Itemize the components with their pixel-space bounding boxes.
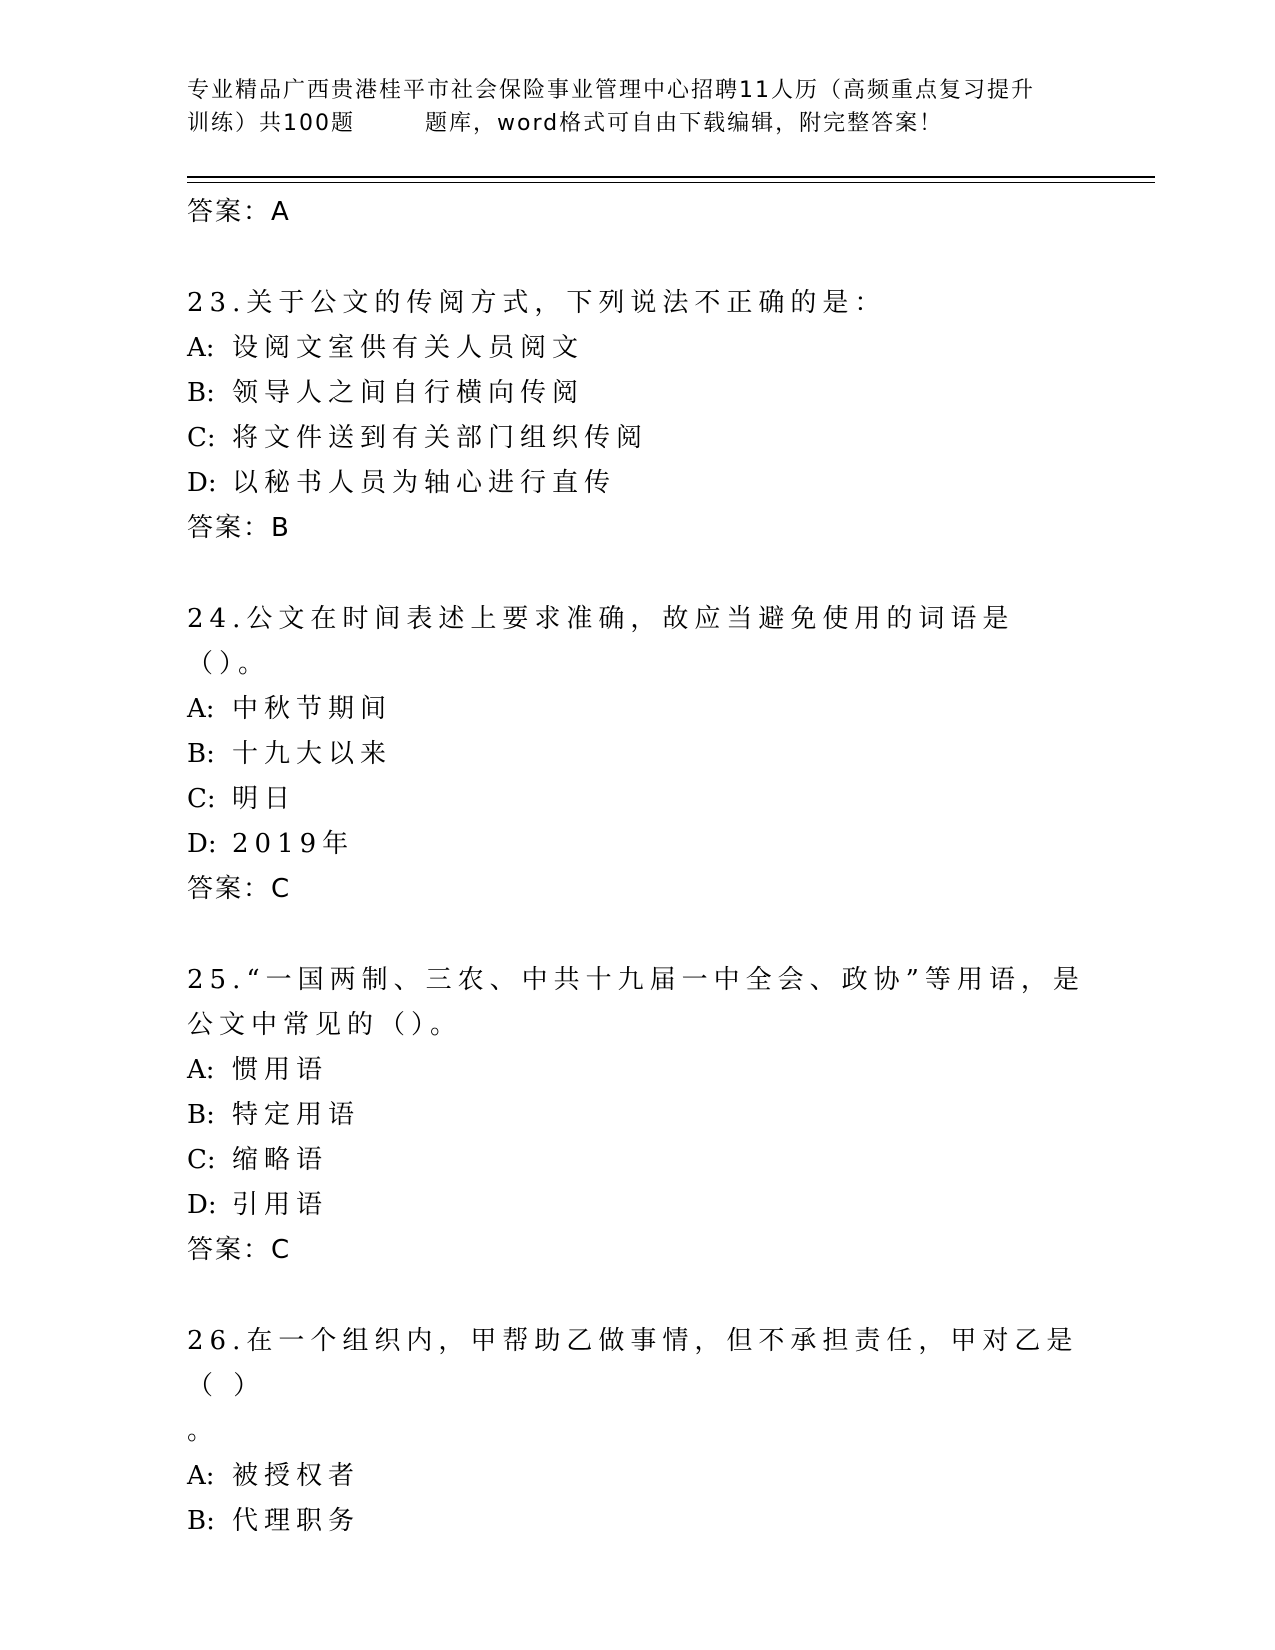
option-text: 领导人之间自行横向传阅 [232, 378, 585, 408]
option-text: 以秘书人员为轴心进行直传 [232, 468, 617, 498]
option-letter: B: [187, 1506, 215, 1536]
option-letter: A: [187, 333, 215, 363]
option-text: 引用语 [232, 1190, 329, 1220]
option-c [187, 1138, 1087, 1183]
question-25 [187, 958, 1087, 1273]
option-a [187, 326, 1087, 371]
option-b [187, 732, 1087, 777]
header-divider-thin [187, 182, 1155, 183]
option-text: 代理职务 [232, 1506, 361, 1536]
option-letter: B: [187, 1100, 215, 1130]
question-text: 25.“一国两制、三农、中共十九届一中全会、政协”等用语，是公文中常见的（）。 [187, 965, 1085, 1040]
option-letter: D: [187, 468, 217, 498]
question-24 [187, 597, 1087, 912]
option-b [187, 1093, 1087, 1138]
option-c [187, 416, 1087, 461]
option-text: 惯用语 [232, 1055, 329, 1085]
option-text: 特定用语 [232, 1100, 361, 1130]
option-c [187, 777, 1087, 822]
option-d [187, 1183, 1087, 1228]
option-text: 被授权者 [232, 1461, 361, 1491]
answer: 答案：C [187, 1235, 292, 1265]
option-b [187, 371, 1087, 416]
option-letter: D: [187, 829, 217, 859]
option-a [187, 1048, 1087, 1093]
option-letter: A: [187, 1055, 215, 1085]
option-letter: D: [187, 1190, 217, 1220]
question-text: 23.关于公文的传阅方式，下列说法不正确的是： [187, 288, 887, 318]
option-d [187, 461, 1087, 506]
question-26 [187, 1319, 1087, 1544]
option-text: 将文件送到有关部门组织传阅 [232, 423, 649, 453]
option-text: 明日 [232, 784, 297, 814]
option-text: 设阅文室供有关人员阅文 [232, 333, 585, 363]
page-header [187, 74, 1087, 140]
option-b [187, 1499, 1087, 1544]
option-d [187, 822, 1087, 867]
header-line-2-right: 题库，word格式可自由下载编辑，附完整答案！ [425, 111, 944, 136]
option-letter: A: [187, 1461, 215, 1491]
header-line-2 [187, 107, 1087, 140]
option-text: 十九大以来 [232, 739, 393, 769]
option-a [187, 687, 1087, 732]
header-divider-thick [187, 176, 1155, 178]
question-23 [187, 281, 1087, 551]
option-letter: C: [187, 1145, 216, 1175]
question-text: 24.公文在时间表述上要求准确，故应当避免使用的词语是（）。 [187, 604, 1015, 679]
option-text: 缩略语 [232, 1145, 329, 1175]
option-text: 中秋节期间 [232, 694, 393, 724]
answer: 答案：C [187, 874, 292, 904]
option-letter: A: [187, 694, 215, 724]
previous-answer: 答案：A [187, 197, 291, 227]
header-line-1: 专业精品广西贵港桂平市社会保险事业管理中心招聘11人历（高频重点复习提升 [187, 78, 1035, 103]
option-letter: B: [187, 378, 215, 408]
option-text: 2019年 [232, 829, 355, 859]
document-body [187, 190, 1087, 1544]
option-letter: C: [187, 423, 216, 453]
answer: 答案：B [187, 513, 291, 543]
option-letter: C: [187, 784, 216, 814]
question-text: 26.在一个组织内，甲帮助乙做事情，但不承担责任，甲对乙是（ ） 。 [187, 1326, 1079, 1446]
header-line-2-left: 训练）共100题 [187, 111, 355, 136]
option-letter: B: [187, 739, 215, 769]
option-a [187, 1454, 1087, 1499]
